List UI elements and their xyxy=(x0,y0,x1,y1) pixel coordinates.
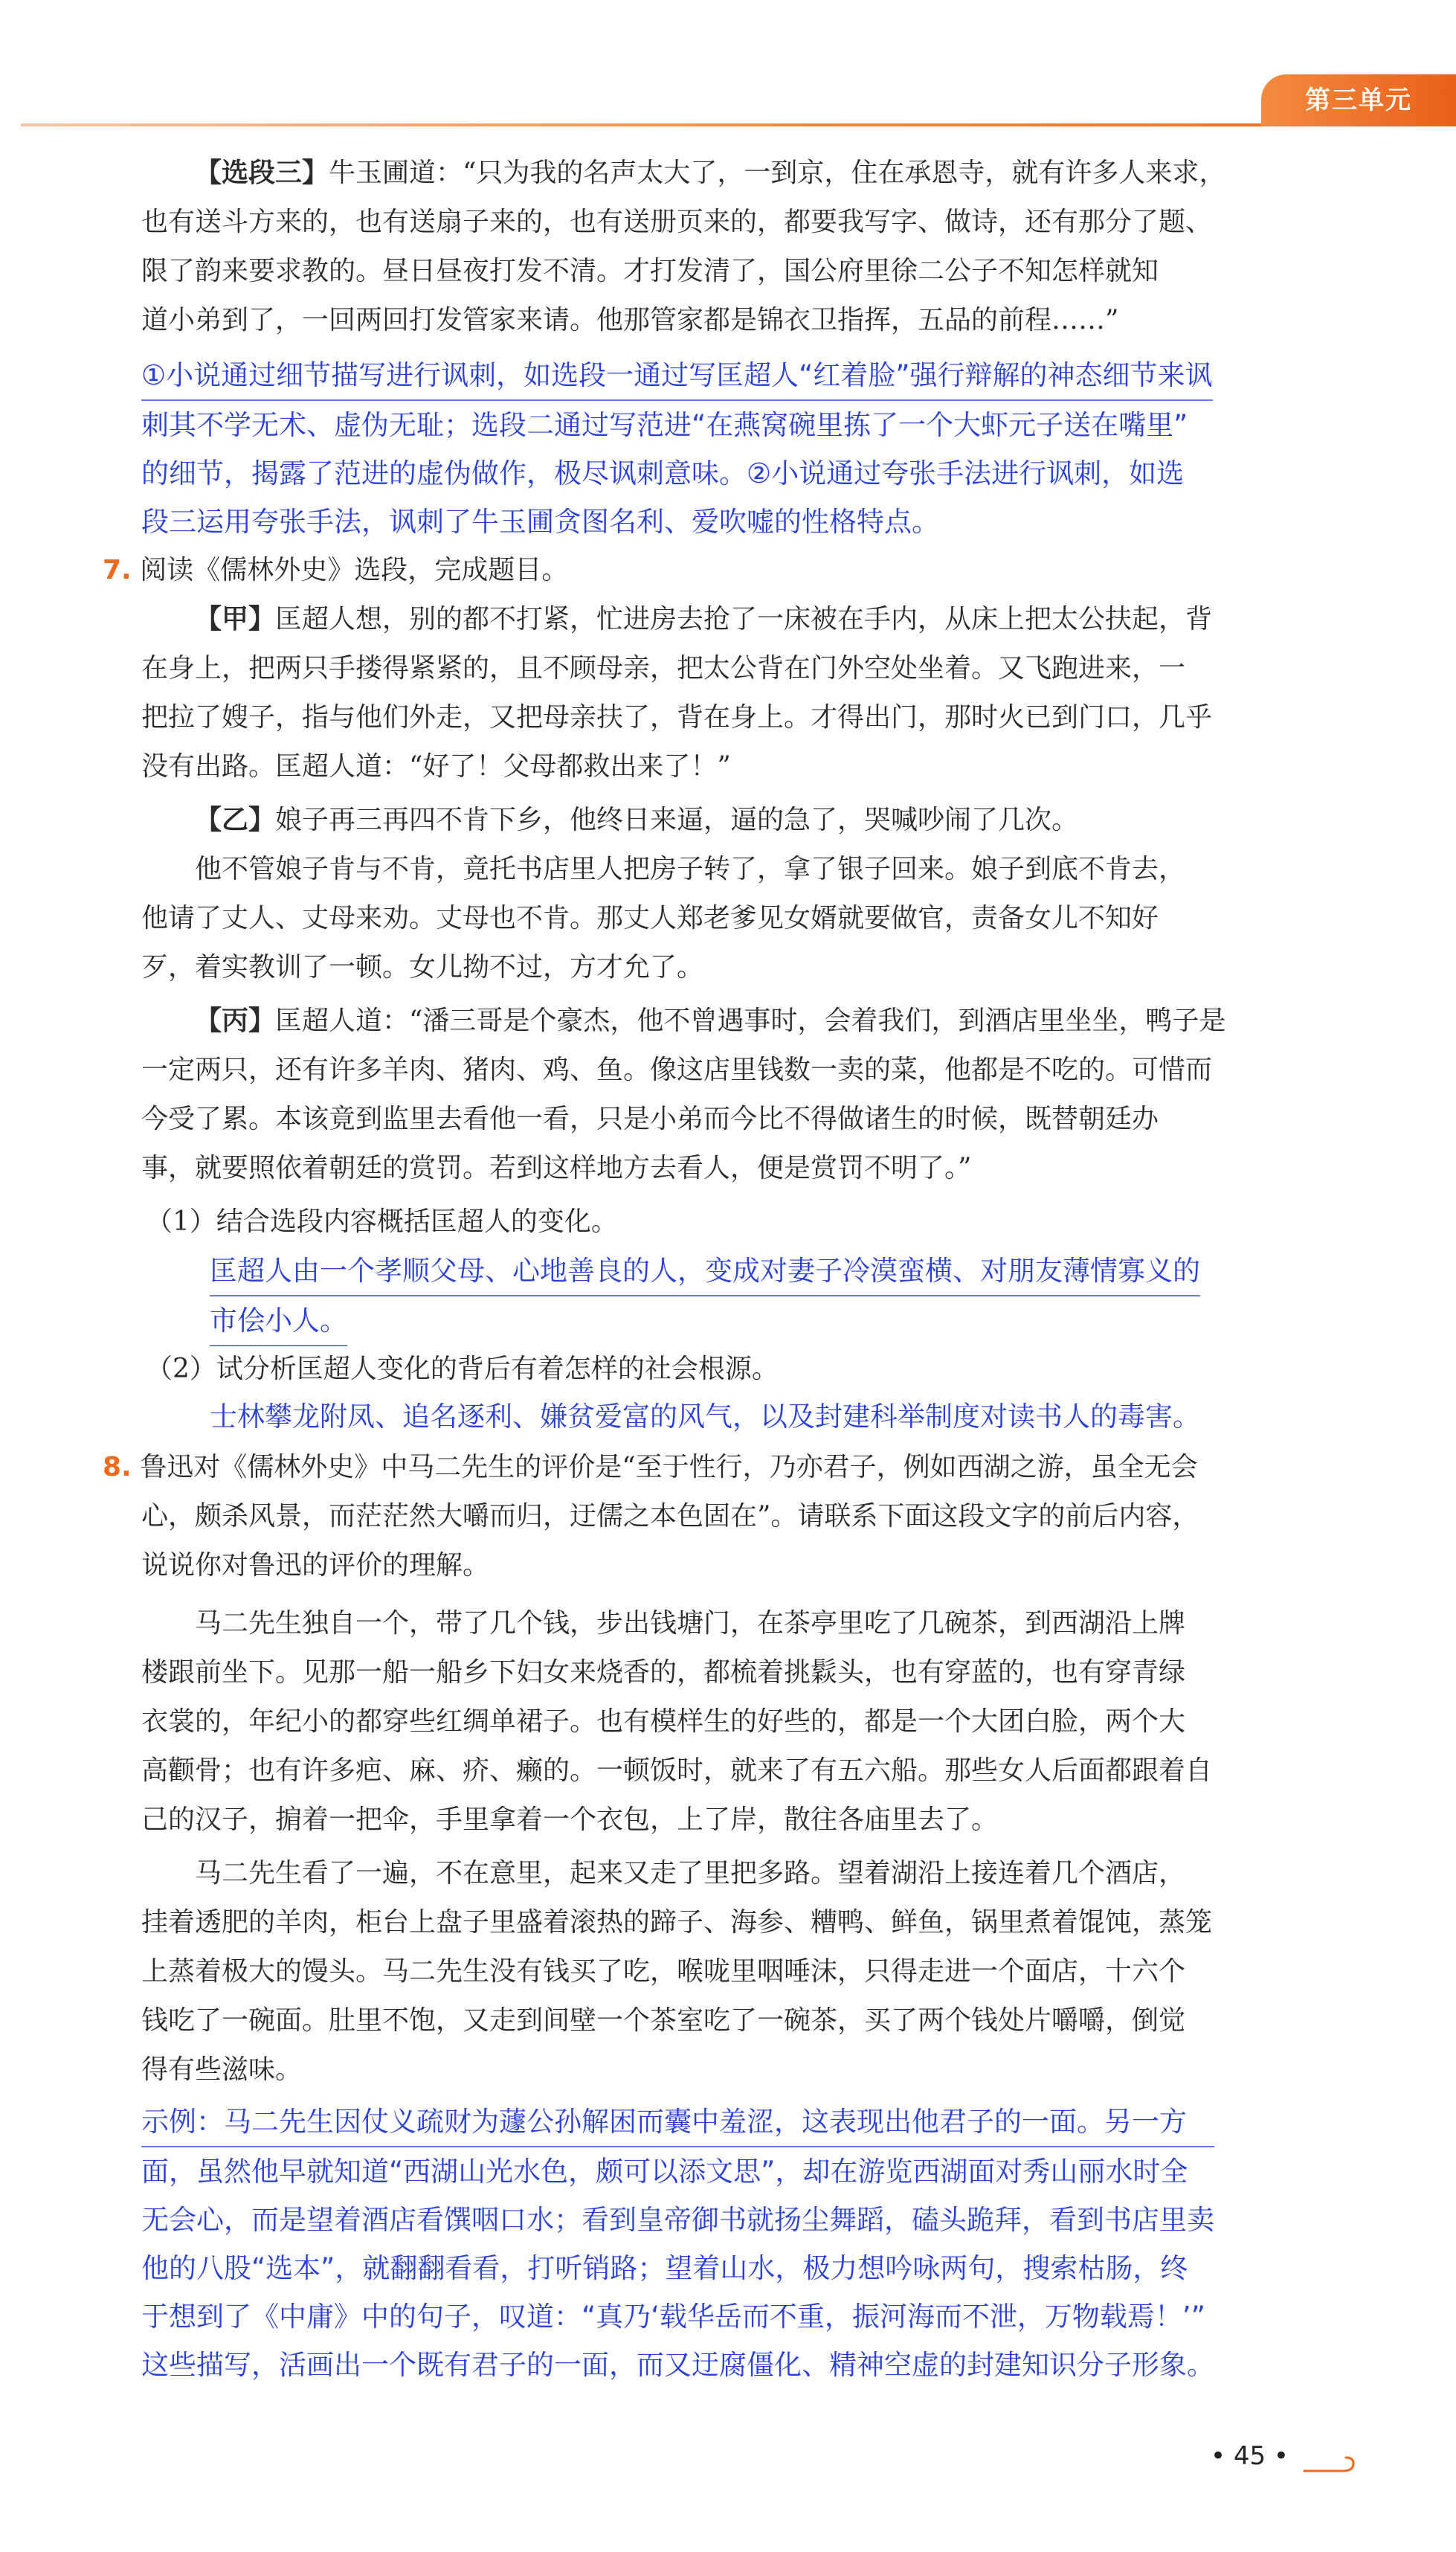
answer-line: 的细节，揭露了范进的虚伪做作，极尽讽刺意味。②小说通过夸张手法进行讽刺，如选 xyxy=(141,457,1185,489)
passage-line: 马二先生独自一个，带了几个钱，步出钱塘门，在茶亭里吃了几碗茶，到西湖沿上牌 xyxy=(195,1608,1186,1639)
passage-line: 己的汉子，掮着一把伞，手里拿着一个衣包，上了岸，散往各庙里去了。 xyxy=(141,1804,999,1835)
question-8 xyxy=(103,1443,1198,1492)
excerpt-line: 他不管娘子肯与不肯，竟托书店里人把房子转了，拿了银子回来。娘子到底不肯去， xyxy=(195,854,1186,884)
excerpt-three xyxy=(195,149,1225,198)
answer-line: 这些描写，活画出一个既有君子的一面，而又迂腐僵化、精神空虚的封建知识分子形象。 xyxy=(141,2349,1214,2381)
answer-q6 xyxy=(141,351,1213,546)
excerpt-line: 事，就要照依着朝廷的赏罚。若到这样地方去看人，便是赏罚不明了。” xyxy=(141,1153,972,1183)
excerpt-line: 歹，着实教训了一顿。女儿拗不过，方才允了。 xyxy=(141,952,704,983)
passage-line: 上蒸着极大的馒头。马二先生没有钱买了吃，喉咙里咽唾沫，只得走进一个面店，十六个 xyxy=(141,1956,1186,1987)
excerpt-line: 道小弟到了，一回两回打发管家来请。他那管家都是锦衣卫指挥，五品的前程……” xyxy=(141,305,1119,335)
answer-line: 无会心，而是望着酒店看馔咽口水；看到皇帝御书就扬尘舞蹈，磕头跪拜，看到书店里卖 xyxy=(141,2204,1214,2236)
excerpt-line: 也有送斗方来的，也有送扇子来的，也有送册页来的，都要我写字、做诗，还有那分了题、 xyxy=(141,207,1213,237)
page-number: • 45 • xyxy=(1211,2441,1289,2471)
excerpt-tag: 【乙】 xyxy=(195,805,276,835)
excerpt-tag: 【丙】 xyxy=(195,1006,276,1036)
answer-line: 匡超人由一个孝顺父母、心地善良的人，变成对妻子冷漠蛮横、对朋友薄情寡义的 xyxy=(210,1247,1200,1296)
passage-para-2 xyxy=(141,1849,1212,2095)
excerpt-line: 没有出路。匡超人道：“好了！父母都救出来了！” xyxy=(141,751,731,782)
passage-line: 挂着透肥的羊肉，柜台上盘子里盛着滚热的蹄子、海参、糟鸭、鲜鱼，锅里煮着馄饨，蒸笼 xyxy=(141,1907,1213,1938)
answer-line: 士林攀龙附凤、追名逐利、嫌贫爱富的风气，以及封建科举制度对读书人的毒害。 xyxy=(210,1401,1200,1433)
excerpt-tag: 【甲】 xyxy=(195,604,276,634)
question-number: 8. xyxy=(103,1452,132,1482)
subquestion-text: （2）试分析匡超人变化的背后有着怎样的社会根源。 xyxy=(146,1354,779,1384)
answer-sub2 xyxy=(210,1392,1200,1441)
excerpt-line: 匡超人想，别的都不打紧，忙进房去抢了一床被在手内，从床上把太公扶起，背 xyxy=(275,604,1213,634)
excerpt-line: 把拉了嫂子，指与他们外走，又把母亲扶了，背在身上。才得出门，那时火已到门口，几乎 xyxy=(141,702,1213,733)
excerpt-tag: 【选段三】 xyxy=(195,158,329,188)
answer-q8 xyxy=(141,2098,1214,2389)
passage-line: 楼跟前坐下。见那一船一船乡下妇女来烧香的，都梳着挑鬏头，也有穿蓝的，也有穿青绿 xyxy=(141,1657,1186,1688)
excerpt-line: 他请了丈人、丈母来劝。丈母也不肯。那丈人郑老爹见女婿就要做官，责备女儿不知好 xyxy=(141,903,1159,933)
passage-line: 得有些滋味。 xyxy=(141,2054,303,2085)
question-number: 7. xyxy=(103,555,132,585)
excerpt-three-body xyxy=(141,198,1212,345)
question-8-prompt xyxy=(141,1492,1199,1590)
excerpt-line: 一定两只，还有许多羊肉、猪肉、鸡、鱼。像这店里钱数一卖的菜，他都是不吃的。可惜而 xyxy=(141,1055,1213,1085)
answer-line: 于想到了《中庸》中的句子，叹道：“真乃‘载华岳而不重，振河海而不泄，万物载焉！’” xyxy=(141,2301,1205,2333)
answer-line: 刺其不学无术、虚伪无耻；选段二通过写范进“在燕窝碗里拣了一个大虾元子送在嘴里” xyxy=(141,409,1188,441)
passage-line: 衣裳的，年纪小的都穿些红绸单裙子。也有模样生的好些的，都是一个大团白脸，两个大 xyxy=(141,1706,1186,1737)
answer-line: ①小说通过细节描写进行讽刺，如选段一通过写匡超人“红着脸”强行辩解的神态细节来讽 xyxy=(141,351,1213,401)
answer-line: 示例：马二先生因仗义疏财为蘧公孙解困而囊中羞涩，这表现出他君子的一面。另一方 xyxy=(141,2098,1214,2147)
unit-tab: 第三单元 xyxy=(1261,74,1456,126)
excerpt-line: 牛玉圃道：“只为我的名声太大了，一到京，住在承恩寺，就有许多人来求， xyxy=(329,158,1226,188)
subquestion-1 xyxy=(146,1198,618,1247)
answer-line: 他的八股“选本”，就翻翻看看，打听销路；望着山水，极力想吟咏两句，搜索枯肠，终 xyxy=(141,2252,1188,2284)
question-7 xyxy=(103,546,568,595)
question-prompt: 鲁迅对《儒林外史》中马二先生的评价是“至于性行，乃亦君子，例如西湖之游，虽全无会 xyxy=(140,1452,1198,1482)
passage-line: 钱吃了一碗面。肚里不饱，又走到间壁一个茶室吃了一碗茶，买了两个钱处片嚼嚼，倒觉 xyxy=(141,2005,1186,2036)
header-rule xyxy=(21,123,1456,126)
page-curve-decoration xyxy=(1303,2455,1356,2474)
excerpt-bing xyxy=(141,997,1225,1193)
question-prompt: 心，颇杀风景，而茫茫然大嚼而归，迂儒之本色固在”。请联系下面这段文字的前后内容， xyxy=(141,1501,1199,1531)
subquestion-text: （1）结合选段内容概括匡超人的变化。 xyxy=(146,1206,618,1237)
passage-line: 高颧骨；也有许多疤、麻、疥、癞的。一顿饭时，就来了有五六船。那些女人后面都跟着自 xyxy=(141,1755,1213,1786)
passage-para-1 xyxy=(141,1599,1212,1845)
excerpt-line: 在身上，把两只手搂得紧紧的，且不顾母亲，把太公背在门外空处坐着。又飞跑进来，一 xyxy=(141,653,1186,684)
excerpt-line: 匡超人道：“潘三哥是个豪杰，他不曾遇事时，会着我们，到酒店里坐坐，鸭子是 xyxy=(275,1006,1226,1036)
passage-line: 马二先生看了一遍，不在意里，起来又走了里把多路。望着湖沿上接连着几个酒店， xyxy=(195,1858,1186,1889)
answer-line: 段三运用夸张手法，讽刺了牛玉圃贪图名利、爱吹嘘的性格特点。 xyxy=(141,506,939,538)
excerpt-line: 娘子再三再四不肯下乡，他终日来逼，逼的急了，哭喊吵闹了几次。 xyxy=(275,805,1079,835)
subquestion-2 xyxy=(146,1345,779,1394)
question-prompt: 说说你对鲁迅的评价的理解。 xyxy=(141,1550,490,1581)
excerpt-yi xyxy=(141,796,1185,992)
answer-sub1 xyxy=(210,1247,1200,1346)
answer-line: 面，虽然他早就知道“西湖山光水色，颇可以添文思”，却在游览西湖面对秀山丽水时全 xyxy=(141,2156,1188,2188)
question-prompt: 阅读《儒林外史》选段，完成题目。 xyxy=(140,555,569,585)
excerpt-line: 限了韵来要求教的。昼日昼夜打发不清。才打发清了，国公府里徐二公子不知怎样就知 xyxy=(141,256,1159,286)
excerpt-jia xyxy=(141,595,1212,791)
answer-line: 市侩小人。 xyxy=(210,1296,347,1346)
excerpt-line: 今受了累。本该竟到监里去看他一看，只是小弟而今比不得做诸生的时候，既替朝廷办 xyxy=(141,1104,1159,1134)
